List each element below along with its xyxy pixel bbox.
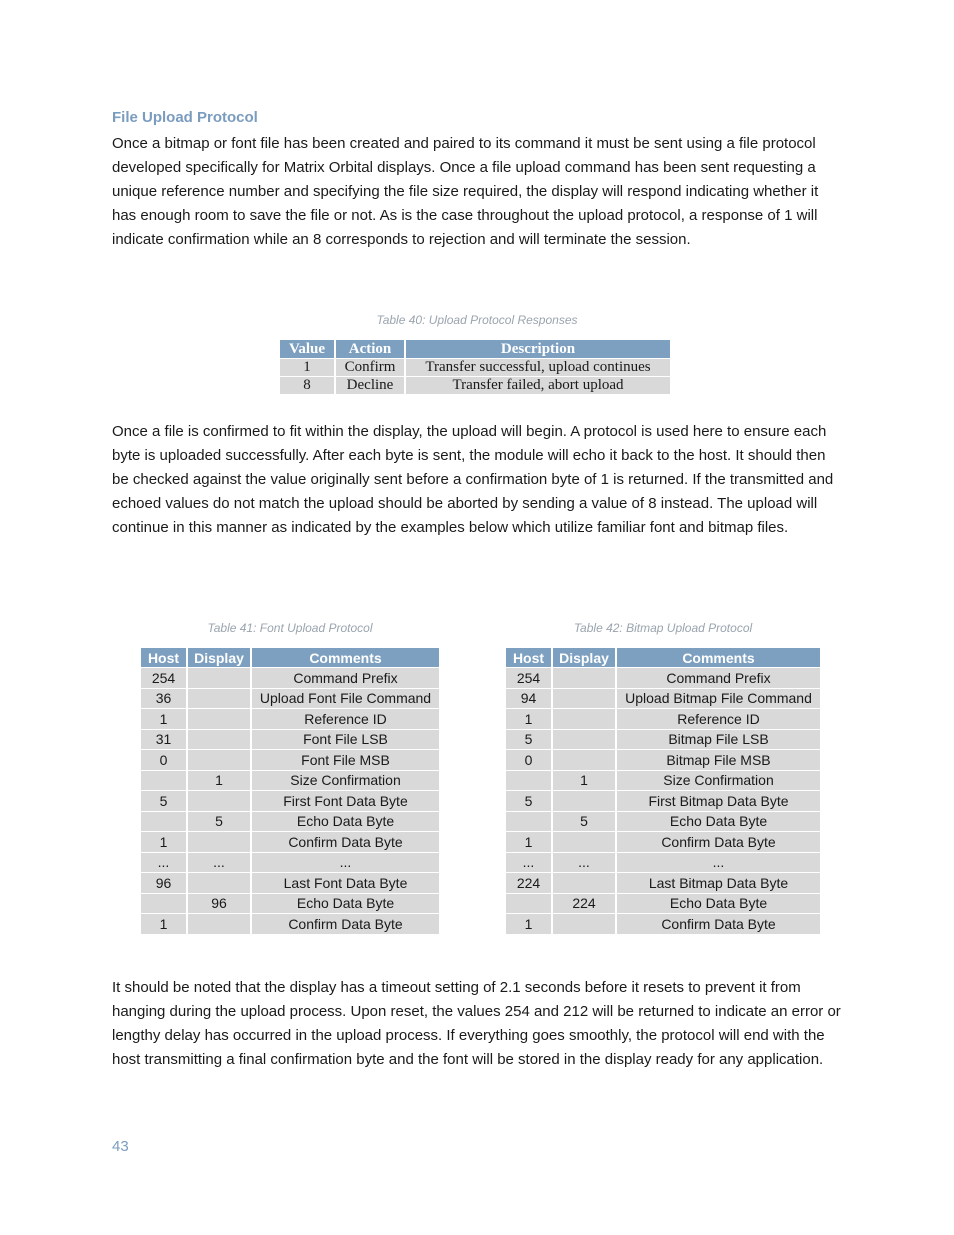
table-42-header-host: Host <box>506 648 551 667</box>
table-row <box>141 771 439 791</box>
table-row <box>141 812 439 832</box>
table-cell <box>188 668 250 688</box>
table-cell <box>506 894 551 914</box>
table-row <box>506 812 820 832</box>
table-cell: Font File MSB <box>252 750 439 770</box>
table-41-header-host: Host <box>141 648 186 667</box>
table-cell <box>188 689 250 709</box>
table-cell: Font File LSB <box>252 730 439 750</box>
table-cell <box>188 873 250 893</box>
table-41-header-display: Display <box>188 648 250 667</box>
table-cell: ... <box>617 853 820 873</box>
table-cell: Decline <box>336 377 404 394</box>
table-row <box>141 914 439 934</box>
table-cell: 1 <box>506 832 551 852</box>
table-row <box>141 689 439 709</box>
table-row <box>280 377 670 394</box>
table-cell <box>553 873 615 893</box>
timeout-paragraph: It should be noted that the display has a timeout setting of 2.1 seconds before it resets to prevent it from hanging during the upload process. Upon reset, the values 254 and 212 will be returned to indicate an error or lengthy delay has occurred in the upload process. If everything goes smoothly, the protocol will end with the host transmitting a final confirmation byte and the font will be stored in the display ready for any application. <box>112 979 841 1068</box>
table-cell: Bitmap File MSB <box>617 750 820 770</box>
protocol-paragraph: Once a file is confirmed to fit within the display, the upload will begin. A protocol is used here to ensure each byte is uploaded successfully. After each byte is sent, the module will echo it back to the host. It should then be checked against the value originally sent before a confirmation byte of 1 is returned. If the transmitted and echoed values do not match the upload should be aborted by sending a value of 8 instead. The upload will continue in this manner as indicated by the examples below which utilize familiar font and bitmap files. <box>112 423 834 536</box>
table-row <box>506 791 820 811</box>
table-cell: Confirm Data Byte <box>617 914 820 934</box>
table-cell <box>553 791 615 811</box>
table-cell <box>188 730 250 750</box>
table-cell: 1 <box>280 359 334 376</box>
table-cell: 94 <box>506 689 551 709</box>
table-cell: 0 <box>141 750 186 770</box>
table-cell: 0 <box>506 750 551 770</box>
table-cell: ... <box>506 853 551 873</box>
page-number: 43 <box>112 1138 129 1155</box>
table-row <box>141 873 439 893</box>
table-row <box>506 914 820 934</box>
table-cell <box>553 730 615 750</box>
table-cell: 1 <box>506 914 551 934</box>
table-cell: Confirm Data Byte <box>252 914 439 934</box>
table-cell: Reference ID <box>252 709 439 729</box>
table-cell <box>141 812 186 832</box>
table-cell: Transfer failed, abort upload <box>406 377 670 394</box>
table-cell <box>553 668 615 688</box>
table-cell: 36 <box>141 689 186 709</box>
table-cell: Echo Data Byte <box>252 894 439 914</box>
table-cell: Echo Data Byte <box>252 812 439 832</box>
table-cell: Command Prefix <box>617 668 820 688</box>
table-cell <box>141 771 186 791</box>
table-cell: 1 <box>553 771 615 791</box>
table-cell: Confirm Data Byte <box>252 832 439 852</box>
table-cell: Size Confirmation <box>252 771 439 791</box>
table-cell <box>553 689 615 709</box>
table-cell: ... <box>252 853 439 873</box>
table-cell: Confirm Data Byte <box>617 832 820 852</box>
table-cell <box>506 812 551 832</box>
table-40-header-action: Action <box>336 340 404 358</box>
table-cell: Confirm <box>336 359 404 376</box>
table-row <box>141 791 439 811</box>
table-row <box>141 853 439 873</box>
table-41-header-comments: Comments <box>252 648 439 667</box>
table-row <box>506 873 820 893</box>
table-cell <box>188 709 250 729</box>
table-40-header-description: Description <box>406 340 670 358</box>
table-cell: Echo Data Byte <box>617 812 820 832</box>
table-cell: 31 <box>141 730 186 750</box>
table-cell: ... <box>141 853 186 873</box>
table-row <box>506 771 820 791</box>
table-cell <box>188 750 250 770</box>
table-cell <box>188 791 250 811</box>
table-42-bitmap-upload-protocol <box>504 647 822 935</box>
table-row <box>141 730 439 750</box>
table-cell: 5 <box>141 791 186 811</box>
table-cell: ... <box>553 853 615 873</box>
table-cell: 5 <box>506 730 551 750</box>
table-cell: 1 <box>141 914 186 934</box>
table-cell <box>553 750 615 770</box>
table-cell: 5 <box>188 812 250 832</box>
table-cell: 254 <box>141 668 186 688</box>
table-row <box>506 750 820 770</box>
table-cell: Upload Font File Command <box>252 689 439 709</box>
table-cell: 96 <box>188 894 250 914</box>
table-cell: 224 <box>506 873 551 893</box>
table-cell: ... <box>188 853 250 873</box>
table-cell <box>188 914 250 934</box>
table-40-caption: Table 40: Upload Protocol Responses <box>376 313 578 327</box>
table-row <box>506 894 820 914</box>
table-row <box>141 709 439 729</box>
table-row <box>506 668 820 688</box>
table-row <box>506 832 820 852</box>
table-42-caption: Table 42: Bitmap Upload Protocol <box>573 621 753 635</box>
table-cell: 254 <box>506 668 551 688</box>
table-42-header-display: Display <box>553 648 615 667</box>
table-cell: Last Font Data Byte <box>252 873 439 893</box>
table-row <box>141 894 439 914</box>
table-cell: 96 <box>141 873 186 893</box>
table-cell: Reference ID <box>617 709 820 729</box>
table-cell: 1 <box>188 771 250 791</box>
table-row <box>141 668 439 688</box>
table-row <box>506 689 820 709</box>
table-row <box>141 832 439 852</box>
table-cell <box>553 914 615 934</box>
table-cell <box>553 832 615 852</box>
table-cell: Echo Data Byte <box>617 894 820 914</box>
table-row <box>506 853 820 873</box>
table-40-upload-protocol-responses <box>278 339 672 395</box>
table-cell: Last Bitmap Data Byte <box>617 873 820 893</box>
intro-paragraph: Once a bitmap or font file has been created and paired to its command it must be sent using a file protocol developed specifically for Matrix Orbital displays. Once a file upload command has been sent requesting a unique reference number and specifying the file size required, the display will respond indicating whether it has enough room to save the file or not. As is the case throughout the upload protocol, a response of 1 will indicate confirmation while an 8 corresponds to rejection and will terminate the session. <box>112 135 819 248</box>
table-cell: Command Prefix <box>252 668 439 688</box>
table-cell <box>141 894 186 914</box>
table-40-header-value: Value <box>280 340 334 358</box>
table-cell: 5 <box>553 812 615 832</box>
table-cell <box>188 832 250 852</box>
table-42-header-comments: Comments <box>617 648 820 667</box>
table-row <box>280 359 670 376</box>
table-cell: Transfer successful, upload continues <box>406 359 670 376</box>
table-cell: 1 <box>141 832 186 852</box>
table-cell: 1 <box>506 709 551 729</box>
table-cell: 5 <box>506 791 551 811</box>
table-41-caption: Table 41: Font Upload Protocol <box>207 621 373 635</box>
table-row <box>506 709 820 729</box>
table-cell: Size Confirmation <box>617 771 820 791</box>
table-row <box>506 730 820 750</box>
table-41-font-upload-protocol <box>139 647 441 935</box>
table-cell: First Bitmap Data Byte <box>617 791 820 811</box>
table-cell: 224 <box>553 894 615 914</box>
table-cell <box>553 709 615 729</box>
table-cell: 8 <box>280 377 334 394</box>
table-cell: First Font Data Byte <box>252 791 439 811</box>
table-cell: Bitmap File LSB <box>617 730 820 750</box>
table-row <box>141 750 439 770</box>
table-cell: Upload Bitmap File Command <box>617 689 820 709</box>
table-cell <box>506 771 551 791</box>
table-cell: 1 <box>141 709 186 729</box>
section-heading: File Upload Protocol <box>112 109 258 126</box>
